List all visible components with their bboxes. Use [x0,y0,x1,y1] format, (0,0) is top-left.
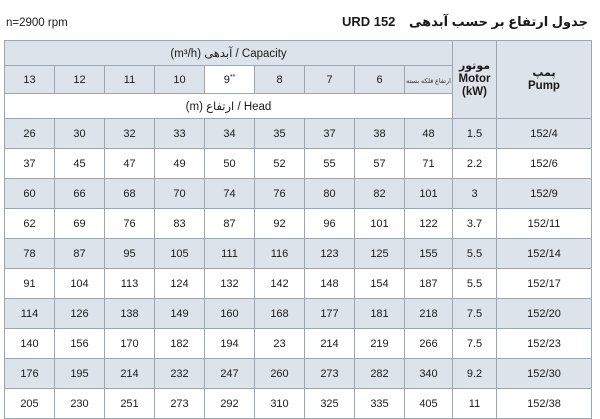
head-value-cell: 170 [105,329,155,359]
head-value-cell: 260 [255,359,305,389]
head-value-cell: 47 [105,149,155,179]
motor-power-cell: 2.2 [453,149,497,179]
motor-header-en: Motor [458,73,491,85]
motor-power-cell: 3 [453,179,497,209]
flow-rate-value: 6 [376,73,383,86]
head-value-cell: 187 [405,269,453,299]
motor-header-fa: موتور [458,60,491,72]
head-value-cell: 182 [155,329,205,359]
head-value-cell: 148 [305,269,355,299]
head-value-cell: 123 [305,239,355,269]
head-value-cell: 96 [305,209,355,239]
flow-rate-value: 10 [173,73,186,86]
head-value-cell: 218 [405,299,453,329]
title-text: جدول ارتفاع بر حسب آبدهی [409,14,588,29]
pump-model-cell: 152/23 [497,329,592,359]
head-value-cell: 230 [55,389,105,419]
head-value-cell: 138 [105,299,155,329]
head-value-cell: 91 [5,269,55,299]
flow-rate-value: ارتفاع قلکه بسته [406,77,451,85]
head-value-cell: 33 [155,119,205,149]
head-value-cell: 116 [255,239,305,269]
pump-header-fa: پمپ [532,66,556,79]
head-value-cell: 92 [255,209,305,239]
flow-rate-value: 8 [276,73,283,86]
head-value-cell: 70 [155,179,205,209]
best-efficiency-mark: ** [229,73,236,81]
head-value-cell: 214 [105,359,155,389]
motor-header [453,41,497,119]
pump-header [497,41,592,119]
pump-model-cell: 152/38 [497,389,592,419]
head-value-cell: 82 [355,179,405,209]
head-value-cell: 232 [155,359,205,389]
motor-power-cell: 3.7 [453,209,497,239]
flow-rate-header [155,66,205,94]
head-value-cell: 57 [355,149,405,179]
head-value-cell: 32 [105,119,155,149]
flow-rate-value: 7 [326,73,333,86]
pump-model-cell: 152/6 [497,149,592,179]
head-value-cell: 52 [255,149,305,179]
head-value-cell: 405 [405,389,453,419]
table-row [5,299,592,329]
motor-power-cell: 7.5 [453,329,497,359]
head-value-cell: 66 [55,179,105,209]
head-value-cell: 132 [205,269,255,299]
flow-rate-header [355,66,405,94]
head-value-cell: 122 [405,209,453,239]
head-value-cell: 105 [155,239,205,269]
flow-rate-header [255,66,305,94]
motor-power-cell: 7.5 [453,299,497,329]
flow-rate-value: 13 [23,73,36,86]
head-value-cell: 247 [205,359,255,389]
head-value-cell: 168 [255,299,305,329]
head-label: (m) ارتفاع / Head [5,94,453,119]
pump-model-cell: 152/4 [497,119,592,149]
head-value-cell: 104 [55,269,105,299]
performance-table-wrapper [4,40,591,419]
flow-rate-value: 12 [73,73,86,86]
head-value-cell: 266 [405,329,453,359]
head-value-cell: 35 [255,119,305,149]
pump-model-cell: 152/30 [497,359,592,389]
performance-table [4,40,592,419]
flow-rate-header [55,66,105,94]
table-title [342,14,588,30]
table-row [5,119,592,149]
head-value-cell: 335 [355,389,405,419]
head-value-cell: 23 [255,329,305,359]
motor-power-cell: 1.5 [453,119,497,149]
head-value-cell: 176 [5,359,55,389]
head-value-cell: 71 [405,149,453,179]
motor-power-cell: 11 [453,389,497,419]
head-value-cell: 181 [355,299,405,329]
head-value-cell: 60 [5,179,55,209]
motor-power-cell: 9.2 [453,359,497,389]
head-value-cell: 76 [255,179,305,209]
pump-model-cell: 152/9 [497,179,592,209]
head-value-cell: 80 [305,179,355,209]
head-value-cell: 26 [5,119,55,149]
pump-model-cell: 152/17 [497,269,592,299]
head-value-cell: 325 [305,389,355,419]
table-row [5,239,592,269]
motor-header-unit: (kW) [462,86,487,98]
head-value-cell: 282 [355,359,405,389]
flow-rate-value: 11 [123,73,136,86]
head-value-cell: 177 [305,299,355,329]
flow-rate-header [305,66,355,94]
head-value-cell: 273 [155,389,205,419]
pump-model-cell: 152/14 [497,239,592,269]
head-value-cell: 142 [255,269,305,299]
head-value-cell: 83 [155,209,205,239]
flow-rate-header [205,66,255,94]
head-value-cell: 76 [105,209,155,239]
head-value-cell: 87 [55,239,105,269]
head-value-cell: 195 [55,359,105,389]
head-value-cell: 38 [355,119,405,149]
head-value-cell: 55 [305,149,355,179]
head-value-cell: 251 [105,389,155,419]
rpm-label: n=2900 rpm [6,17,68,29]
head-value-cell: 113 [105,269,155,299]
table-body [5,119,592,419]
head-value-cell: 124 [155,269,205,299]
head-value-cell: 111 [205,239,255,269]
head-value-cell: 49 [155,149,205,179]
head-value-cell: 48 [405,119,453,149]
capacity-header-row [5,41,592,66]
table-row [5,389,592,419]
flow-rate-header [105,66,155,94]
head-value-cell: 101 [405,179,453,209]
head-value-cell: 101 [355,209,405,239]
head-value-cell: 74 [205,179,255,209]
head-value-cell: 126 [55,299,105,329]
pump-model-cell: 152/11 [497,209,592,239]
shutoff-head-header [405,66,453,94]
table-row [5,359,592,389]
head-value-cell: 160 [205,299,255,329]
flow-rate-header [5,66,55,94]
head-value-cell: 140 [5,329,55,359]
flow-rate-value: 9 [223,73,230,86]
pump-header-en: Pump [528,79,560,92]
head-value-cell: 34 [205,119,255,149]
model-name: URD 152 [341,14,396,29]
table-row [5,269,592,299]
head-value-cell: 219 [355,329,405,359]
head-value-cell: 69 [55,209,105,239]
head-value-cell: 45 [55,149,105,179]
head-value-cell: 68 [105,179,155,209]
head-value-cell: 292 [205,389,255,419]
motor-power-cell: 5.5 [453,269,497,299]
head-value-cell: 50 [205,149,255,179]
head-value-cell: 87 [205,209,255,239]
motor-power-cell: 5.5 [453,239,497,269]
head-value-cell: 78 [5,239,55,269]
head-value-cell: 37 [5,149,55,179]
head-value-cell: 37 [305,119,355,149]
table-row [5,149,592,179]
head-value-cell: 205 [5,389,55,419]
capacity-label: (m³/h) آبدهی / Capacity [5,41,453,66]
head-value-cell: 340 [405,359,453,389]
head-value-cell: 154 [355,269,405,299]
head-value-cell: 114 [5,299,55,329]
head-value-cell: 273 [305,359,355,389]
table-row [5,179,592,209]
head-value-cell: 155 [405,239,453,269]
head-value-cell: 214 [305,329,355,359]
head-value-cell: 194 [205,329,255,359]
head-value-cell: 30 [55,119,105,149]
head-value-cell: 310 [255,389,305,419]
head-value-cell: 149 [155,299,205,329]
table-row [5,209,592,239]
pump-model-cell: 152/20 [497,299,592,329]
head-value-cell: 62 [5,209,55,239]
head-value-cell: 156 [55,329,105,359]
head-value-cell: 125 [355,239,405,269]
head-value-cell: 95 [105,239,155,269]
table-row [5,329,592,359]
